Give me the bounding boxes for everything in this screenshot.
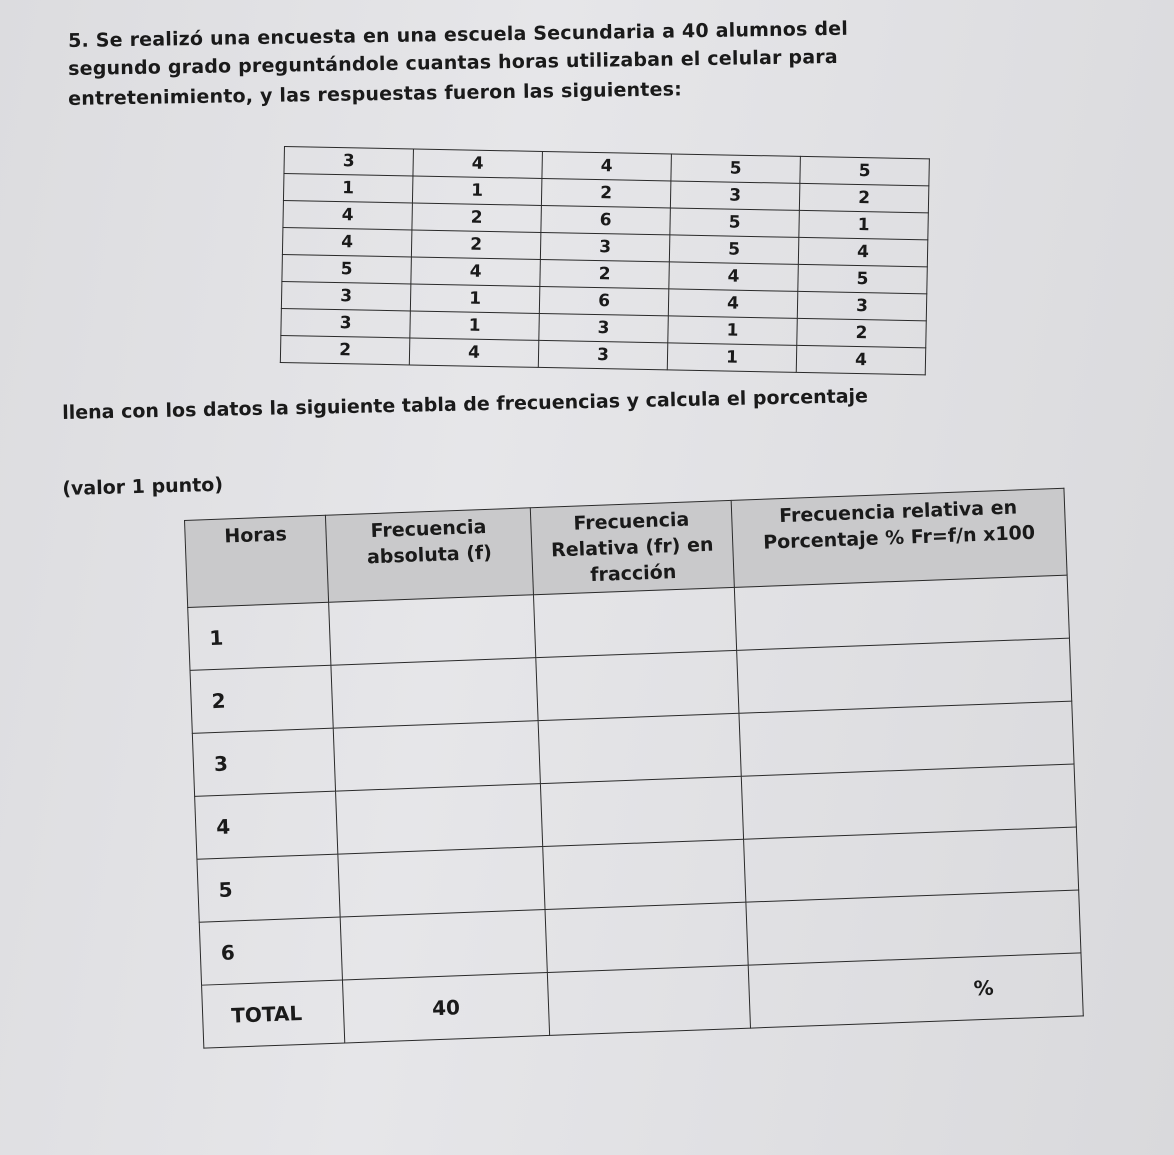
frequency-table	[184, 488, 1084, 1049]
survey-cell: 2	[411, 230, 540, 259]
survey-cell: 1	[283, 174, 412, 203]
survey-cell: 1	[667, 343, 796, 372]
survey-cell: 5	[282, 254, 411, 283]
question-line-1: 5. Se realizó una encuesta en una escuela Secundaria a 40 alumnos del	[68, 17, 849, 52]
survey-cell: 5	[800, 156, 929, 185]
survey-cell: 4	[413, 149, 542, 178]
relative-fraction-cell[interactable]	[538, 713, 741, 783]
relative-fraction-cell[interactable]	[545, 902, 748, 972]
survey-data-table	[280, 146, 930, 375]
survey-cell: 3	[281, 281, 410, 310]
survey-cell: 3	[797, 291, 926, 320]
survey-cell: 4	[798, 237, 927, 266]
total-percent: %	[748, 953, 1083, 1028]
survey-cell: 4	[282, 227, 411, 256]
hours-value: 3	[192, 728, 335, 796]
survey-cell: 2	[412, 203, 541, 232]
survey-cell: 6	[539, 286, 668, 315]
absolute-frequency-cell[interactable]	[331, 658, 538, 728]
survey-cell: 3	[539, 313, 668, 342]
survey-cell: 2	[541, 178, 670, 207]
total-fraction-cell[interactable]	[547, 965, 750, 1035]
header-frecuencia-absoluta: Frecuencia absoluta (f)	[325, 508, 533, 602]
survey-cell: 3	[281, 308, 410, 337]
question-line-3: entretenimiento, y las respuestas fueron las siguientes:	[68, 78, 683, 110]
survey-cell: 3	[670, 181, 799, 210]
survey-cell: 4	[283, 200, 412, 229]
hours-value: 2	[190, 665, 333, 733]
survey-cell: 5	[669, 235, 798, 264]
survey-cell: 1	[668, 316, 797, 345]
absolute-frequency-cell[interactable]	[340, 910, 547, 980]
survey-cell: 6	[541, 205, 670, 234]
relative-fraction-cell[interactable]	[533, 587, 736, 657]
survey-cell: 2	[799, 183, 928, 212]
survey-cell: 4	[542, 151, 671, 180]
survey-cell: 4	[409, 338, 538, 367]
survey-cell: 5	[670, 208, 799, 237]
header-frecuencia-porcentaje: Frecuencia relativa en Porcentaje % Fr=f/n x100	[731, 488, 1067, 587]
survey-cell: 3	[540, 232, 669, 261]
survey-cell: 2	[280, 335, 409, 364]
relative-fraction-cell[interactable]	[536, 650, 739, 720]
survey-cell: 3	[538, 340, 667, 369]
absolute-frequency-cell[interactable]	[336, 784, 543, 854]
instruction-line-2: (valor 1 punto)	[62, 473, 224, 500]
survey-cell: 5	[671, 154, 800, 183]
header-frecuencia-relativa: Frecuencia Relativa (fr) en fracción	[530, 500, 734, 594]
survey-cell: 1	[412, 176, 541, 205]
total-value: 40	[342, 972, 549, 1042]
hours-value: 6	[199, 917, 342, 985]
survey-cell: 4	[796, 345, 925, 374]
total-label: TOTAL	[202, 980, 345, 1048]
question-line-2: segundo grado preguntándole cuantas horas utilizaban el celular para	[68, 45, 839, 80]
survey-cell: 1	[410, 311, 539, 340]
survey-cell: 4	[411, 257, 540, 286]
survey-cell: 3	[284, 147, 413, 176]
survey-cell: 2	[797, 318, 926, 347]
instruction-line-1: llena con los datos la siguiente tabla de frecuencias y calcula el porcentaje	[62, 385, 869, 424]
relative-fraction-cell[interactable]	[540, 776, 743, 846]
relative-fraction-cell[interactable]	[543, 839, 746, 909]
absolute-frequency-cell[interactable]	[329, 595, 536, 665]
hours-value: 1	[188, 602, 331, 670]
survey-cell: 4	[669, 262, 798, 291]
survey-cell: 5	[798, 264, 927, 293]
absolute-frequency-cell[interactable]	[338, 847, 545, 917]
survey-cell: 4	[668, 289, 797, 318]
hours-value: 5	[197, 854, 340, 922]
hours-value: 4	[195, 791, 338, 859]
survey-cell: 1	[799, 210, 928, 239]
survey-cell: 2	[540, 259, 669, 288]
absolute-frequency-cell[interactable]	[333, 721, 540, 791]
header-horas: Horas	[185, 515, 329, 607]
survey-cell: 1	[410, 284, 539, 313]
